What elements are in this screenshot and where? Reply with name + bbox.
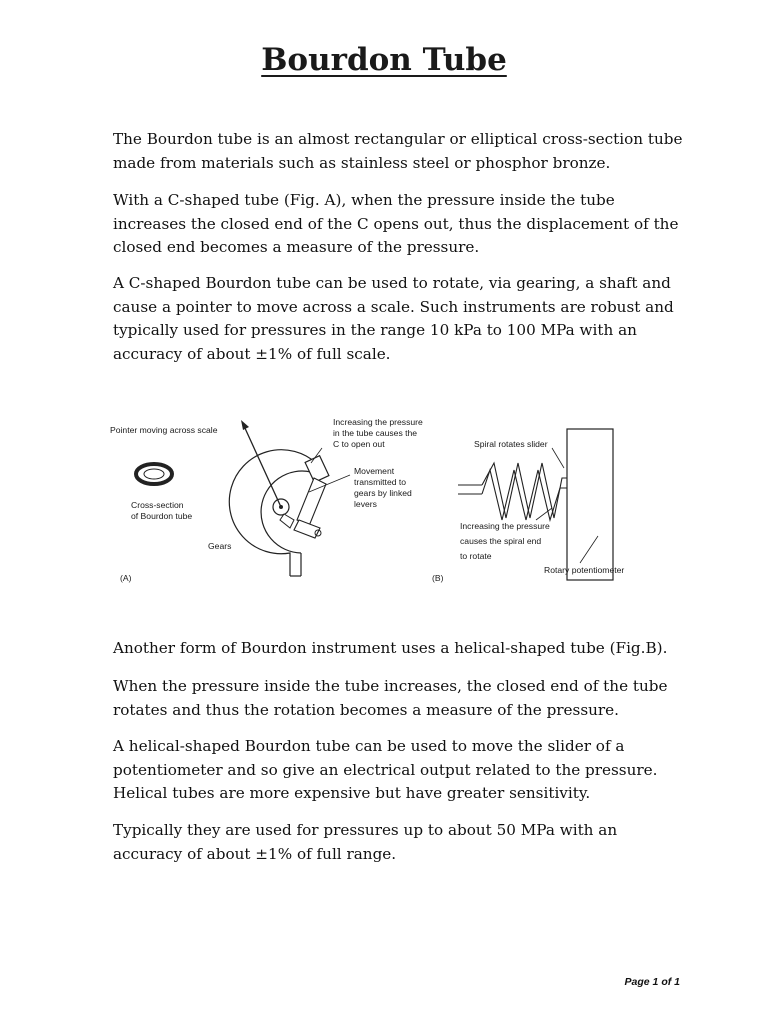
gears-label: Gears [208,541,232,551]
increasing-label-a-3: C to open out [333,439,385,449]
increasing-label-b-1: Increasing the pressure [460,521,550,531]
rotary-potentiometer [567,429,613,580]
paragraph-2: With a C-shaped tube (Fig. A), when the pressure inside the tube increases the closed end of the C opens out, thus the displacement of the closed end becomes a measure of the pressure. [113,191,679,256]
gear-segment [280,514,294,528]
cross-section-ring [136,464,172,484]
paragraph-7: Typically they are used for pressures up to about 50 MPa with an accuracy of about ±1% of full range. [113,821,618,863]
page-title: Bourdon Tube [261,42,507,78]
movement-label-2: transmitted to [354,477,407,487]
movement-label-3: gears by linked [354,488,412,498]
movement-label-4: levers [354,499,377,509]
linked-lever [297,478,326,526]
pointer-arrow [241,420,249,430]
potentiometer-label: Rotary potentiometer [544,565,625,575]
paragraph-4: Another form of Bourdon instrument uses a helical-shaped tube (Fig.B). [113,639,668,657]
page-number: Page 1 of 1 [624,976,680,988]
increasing-label-a-1: Increasing the pressure [333,417,423,427]
increasing-label-b-3: to rotate [460,551,492,561]
fig-b-label: (B) [432,573,444,583]
spiral-label: Spiral rotates slider [474,439,548,449]
bourdon-diagram [104,408,664,598]
paragraph-5: When the pressure inside the tube increases, the closed end of the tube rotates and thus the rotation becomes a measure of the pressure. [113,677,668,719]
increasing-label-b-2: causes the spiral end [460,536,542,546]
movement-label-1: Movement [354,466,395,476]
pointer-needle [244,426,281,507]
closed-end [305,456,329,483]
cross-section-label-2: of Bourdon tube [131,511,193,521]
bourdon-figure [104,408,664,598]
pointer-label: Pointer moving across scale [110,425,218,435]
paragraph-1: The Bourdon tube is an almost rectangular or elliptical cross-section tube made from materials such as stainless steel or phosphor bronze. [113,130,683,172]
paragraph-3: A C-shaped Bourdon tube can be used to rotate, via gearing, a shaft and cause a pointer to move across a scale. Such instruments are robust and typically used for pressures in the range 10 kPa to 100 MPa with an accuracy of about ±1% of full scale. [113,274,674,363]
increasing-label-a-2: in the tube causes the [333,428,418,438]
callout-spiral [552,448,564,468]
cross-section-inner [144,469,164,479]
paragraph-6: A helical-shaped Bourdon tube can be used to move the slider of a potentiometer and so give an electrical output related to the pressure. Helical tubes are more expensive but have greater sensitivity. [113,737,658,802]
fig-a-label: (A) [120,573,132,583]
cross-section-label-1: Cross-section [131,500,184,510]
